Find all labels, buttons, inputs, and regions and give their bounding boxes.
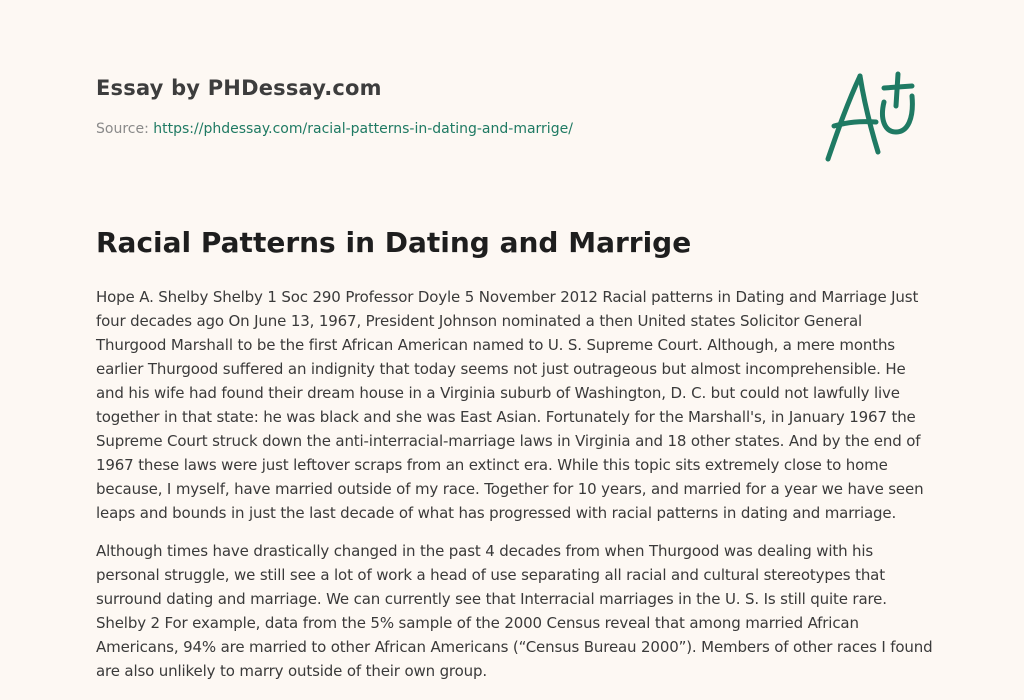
- source-link[interactable]: https://phdessay.com/racial-patterns-in-dating-and-marrige/: [153, 121, 573, 137]
- source-line: [96, 121, 796, 137]
- brand-title: Essay by PHDessay.com: [96, 76, 382, 100]
- essay-title: Racial Patterns in Dating and Marrige: [96, 226, 692, 259]
- source-label: Source:: [96, 121, 149, 137]
- essay-body: [96, 285, 936, 697]
- a-plus-grade-icon: [818, 66, 930, 166]
- essay-paragraph: Hope A. Shelby Shelby 1 Soc 290 Professor Doyle 5 November 2012 Racial patterns in Dating and Marriage Just four decades ago On June 13, 1967, President Johnson nominated a then United states Solicitor General Thurgood Marshall to be the first African American named to U. S. Supreme Court. Although, a mere months earlier Thurgood suffered an indignity that today seems not just outrageous but almost incomprehensible. He and his wife had found their dream house in a Virginia suburb of Washington, D. C. but could not lawfully live together in that state: he was black and she was East Asian. Fortunately for the Marshall's, in January 1967 the Supreme Court struck down the anti-interracial-marriage laws in Virginia and 18 other states. And by the end of 1967 these laws were just leftover scraps from an extinct era. While this topic sits extremely close to home because, I myself, have married outside of my race. Together for 10 years, and married for a year we have seen leaps and bounds in just the last decade of what has progressed with racial patterns in dating and marriage.: [96, 288, 924, 522]
- site-header: [96, 76, 796, 137]
- essay-paragraph: Although times have drastically changed in the past 4 decades from when Thurgood was dealing with his personal struggle, we still see a lot of work a head of use separating all racial and cultural stereotypes that surround dating and marriage. We can currently see that Interracial marriages in the U. S. Is still quite rare. Shelby 2 For example, data from the 5% sample of the 2000 Census reveal that among married African Americans, 94% are married to other African Americans (“Census Bureau 2000”). Members of other races I found are also unlikely to marry outside of their own group.: [96, 542, 933, 680]
